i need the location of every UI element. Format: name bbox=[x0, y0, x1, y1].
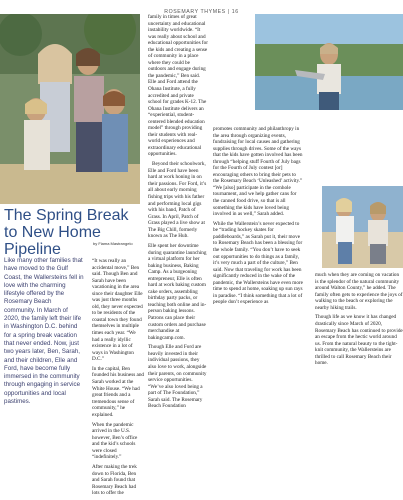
paragraph: Beyond their schoolwork, Elle and Ford have been hard at work honing in on their passions. For Ford, it’s all about early morning fishing trips with his father and performing local gigs with his band, Patch of Grass. In April, Patch of Grass played a live show at The Big Chill, formerly known as The Hub. bbox=[148, 161, 207, 240]
family-photo bbox=[0, 14, 140, 204]
magazine-page-label: ROSEMARY THYMES | 16 bbox=[164, 9, 239, 15]
paragraph: Though Elle and Ford are heavily invested in their individual passions, they also love to work, alongside their parents, on community service opportunities. “We’ve also loved being a part of The Foundation,” Sarah said. The Rosemary Beach Foundation bbox=[148, 344, 207, 410]
article-intro: Like many other families that have moved to the Gulf Coast, the Wallersteins fell in love with the charming lifestyle offered by the Rosemary Beach community. In March of 2020, the family left their life in Washington D.C. behind for a spring break vacation that never ended. Now, just two years later, Ben, Sarah, and their children, Elle and Ford, have become fully immersed in the community through engaging in service opportunities and local pastimes. bbox=[4, 257, 84, 406]
boy-fishing-image bbox=[255, 14, 403, 110]
page-header bbox=[0, 0, 403, 14]
children-image bbox=[322, 186, 403, 268]
paragraph: family in times of great uncertainty and educational instability worldwide. “It was really about school and educational opportunities for the kids and creating a sense of community in a place where they could be outdoors and engage during the pandemic,” Ben said. Elle and Ford attend the Ohana Institute, a fully accredited and private school for grades K-12. The Ohana Institute delivers an “experiential, student-centered blended education model” through providing their students with real-world experiences and extraordinary educational opportunities. bbox=[148, 14, 208, 158]
family-photo-image bbox=[0, 14, 140, 204]
paragraph: much when they are coming on vacation is the splendor of the natural community around Walton County,” he added. The family often gets to experience the joys of walking to the beach or exploring the nearby hiking trails. bbox=[315, 272, 403, 311]
boy-fishing-photo bbox=[255, 14, 403, 110]
paragraph: In the capital, Ben founded his business and Sarah worked at the White House. “We had great friends and a tremendous sense of community,” he explained. bbox=[92, 365, 145, 418]
paragraph: After making the trek down to Florida, Ben and Sarah found that Rosemary Beach had lots to offer the bbox=[92, 463, 137, 497]
article-column-3 bbox=[213, 126, 303, 309]
paragraph: While the Wallerstein’s never expected to be “trading hockey skates for paddleboards,” as Sarah put it, their move to Rosemary Beach has been a blessing for the whole family. “You don’t have to seek out opportunities to do things as a family, it’s very much a part of the culture,” Ben said. Now that traveling for work has been significantly reduced in the wake of the pandemic, the Wallersteins have even more time to spend at home, soaking up sun rays in paradise. “I think something that a lot of people don’t experience as bbox=[213, 220, 303, 306]
paragraph: “It was really an accidental move,” Ben said. Though Ben and Sarah have been vacationing in the area since their daughter Elle was just three months old, they never expected to be residents of the coastal town they found themselves in multiple times each year. “We had a really idyllic existence in a lot of ways in Washington D.C.” bbox=[92, 258, 143, 363]
children-photo bbox=[322, 186, 403, 268]
paragraph: When the pandemic arrived in the U.S. however, Ben’s office and the kid’s schools were closed “indefinitely.” bbox=[92, 421, 138, 461]
paragraph: promotes community and philanthropy in the area through organizing events, fundraising for local causes and gathering supplies through drives. Some of the ways that the kids have gotten involved has been through “helping stuff Fourth of July bags for the Fourth of July contest [or] encouraging others to bring their pets to the Rosemary Beach ‘Unleashed’ activity.” “We [also] participate in the cornhole tournament, and we help gather cans for the canned food drive, so that is all something the kids have loved being involved in as well,” Sarah added. bbox=[213, 126, 303, 218]
article-column-1 bbox=[92, 258, 144, 500]
article-byline: by Fiama Mastrangelo bbox=[93, 241, 133, 246]
article-column-4 bbox=[315, 272, 403, 370]
paragraph: Though life as we know it has changed drastically since March of 2020, Rosemary Beach has continued to provide an escape from the hectic world around us. From the natural beauty to the tight-knit community, the Wallersteins are thrilled to call Rosemary Beach their home. bbox=[315, 314, 403, 367]
article-column-2 bbox=[148, 14, 208, 413]
paragraph: Elle spent her downtime during quarantine launching a virtual platform for her baking business, Baking Camp. As a burgeoning entrepreneur, Elle is often hard at work baking custom cake orders, assembling birthday party packs, or teaching both online and in-person baking lessons. Patrons can place their custom orders and purchase merchandise at bakingcamp.com. bbox=[148, 242, 207, 341]
article-title: The Spring Break to New Home Pipeline bbox=[4, 207, 129, 258]
